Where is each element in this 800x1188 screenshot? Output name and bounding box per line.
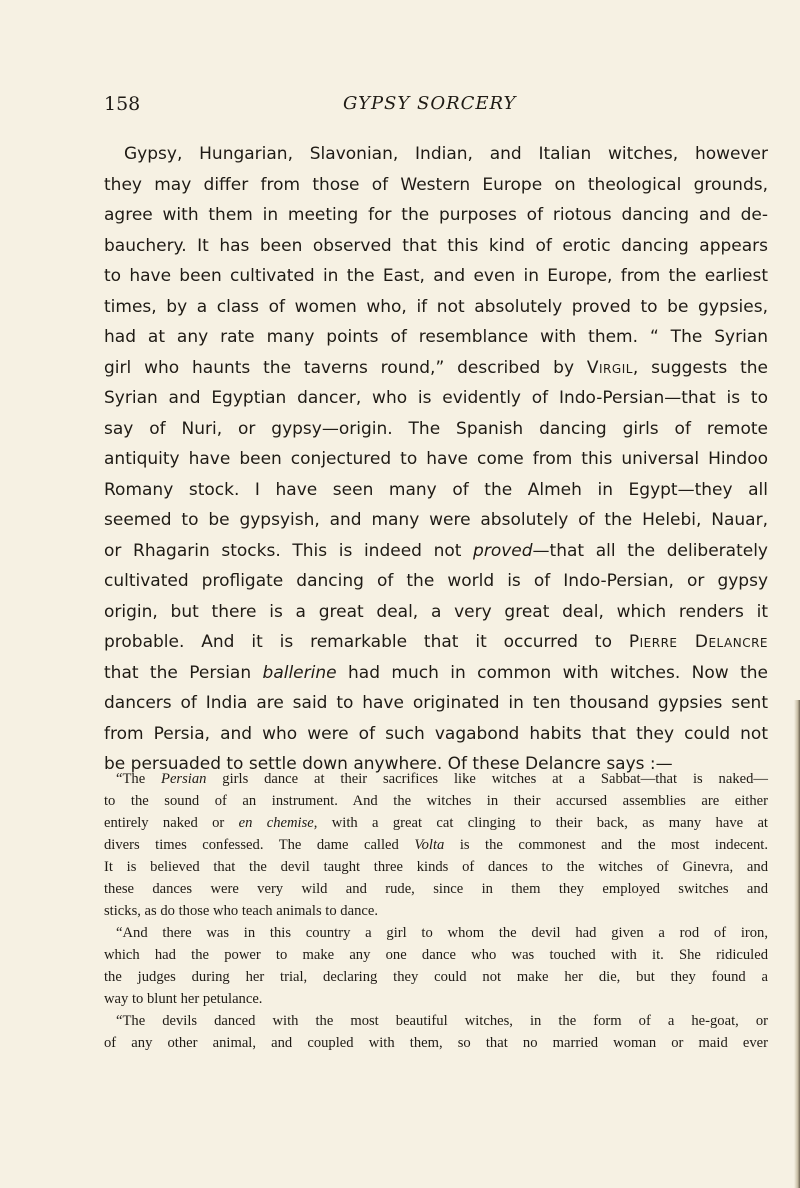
emphasis-persian: Persian bbox=[161, 771, 207, 787]
text-line: seemed to be gypsyish, and many were absolutely of the Helebi, Nauar, bbox=[104, 510, 768, 530]
text-line: Gypsy, Hungarian, Slavonian, Indian, and Italian witches, however bbox=[124, 144, 768, 164]
text-fragment: had much in common with witches. Now the bbox=[336, 662, 768, 683]
text-line: say of Nuri, or gypsy—origin. The Spanish dancing girls of remote bbox=[104, 418, 768, 439]
quote-line: to the sound of an instrument. And the witches in their accursed assemblies are either bbox=[104, 793, 768, 809]
text-fragment: probable. And it is remarkable that it occurred to bbox=[104, 632, 629, 652]
author-pierre-delancre: Pierre Delancre bbox=[628, 632, 769, 652]
text-line: dancers of India are said to have originated in ten thousand gypsies sent bbox=[104, 693, 768, 713]
text-fragment: girl who haunts the taverns round,” described by bbox=[104, 357, 587, 378]
text-line: they may differ from those of Western Europe on theological grounds, bbox=[104, 174, 768, 195]
text-line: bauchery. It has been observed that this kind of erotic dancing appears bbox=[104, 235, 768, 256]
text-fragment: “The bbox=[116, 771, 162, 787]
text-line: from Persia, and who were of such vagabond habits that they could not bbox=[104, 723, 768, 744]
quote-line: of any other animal, and coupled with them, so that no married woman or maid ever bbox=[104, 1035, 768, 1051]
text-line: to have been cultivated in the East, and even in Europe, from the earliest bbox=[104, 266, 768, 286]
text-line: be persuaded to settle down anywhere. Of these Delancre says :— bbox=[104, 754, 673, 774]
quote-line: which had the power to make any one dance who was touched with it. She ridiculed bbox=[104, 947, 768, 963]
quote-line: “And there was in this country a girl to whom the devil had given a rod of iron, bbox=[116, 925, 768, 941]
text-fragment: , with a great cat clinging to their back, as many have at bbox=[313, 815, 768, 831]
text-line bbox=[104, 536, 768, 567]
quote-line bbox=[104, 834, 768, 856]
text-line bbox=[104, 353, 768, 384]
text-line: agree with them in meeting for the purposes of riotous dancing and de- bbox=[104, 205, 768, 225]
quote-line: way to blunt her petulance. bbox=[104, 991, 263, 1007]
text-line: Syrian and Egyptian dancer, who is evidently of Indo-Persian—that is to bbox=[104, 388, 768, 408]
text-line bbox=[104, 658, 768, 689]
quote-line: the judges during her trial, declaring they could not make her die, but they found a bbox=[104, 969, 768, 985]
running-head: GYPSY SORCERY bbox=[343, 93, 517, 114]
block-quote bbox=[104, 768, 768, 1054]
emphasis-ballerine: ballerine bbox=[262, 662, 337, 683]
page-number: 158 bbox=[104, 93, 141, 115]
text-fragment: or Rhagarin stocks. This is indeed not bbox=[104, 540, 474, 561]
author-virgil: Virgil bbox=[586, 357, 633, 378]
emphasis-en-chemise: en chemise bbox=[238, 815, 314, 831]
quote-line: these dances were very wild and rude, since in them they employed switches and bbox=[104, 881, 768, 897]
text-line: Romany stock. I have seen many of the Almeh in Egypt—they all bbox=[104, 479, 768, 500]
text-line bbox=[104, 627, 768, 658]
text-fragment: entirely naked or bbox=[104, 815, 239, 831]
quote-line bbox=[104, 812, 768, 834]
text-fragment: is the commonest and the most indecent. bbox=[444, 837, 769, 853]
emphasis-proved: proved bbox=[473, 540, 533, 561]
text-line: times, by a class of women who, if not absolutely proved to be gypsies, bbox=[104, 296, 768, 317]
page-edge-shadow bbox=[794, 700, 800, 1188]
text-line: antiquity have been conjectured to have come from this universal Hindoo bbox=[104, 449, 768, 469]
body-text bbox=[104, 139, 768, 780]
text-fragment: , suggests the bbox=[632, 357, 768, 378]
text-line: cultivated profligate dancing of the world is of Indo-Persian, or gypsy bbox=[104, 571, 768, 591]
quote-line: It is believed that the devil taught three kinds of dances to the witches of Ginevra, and bbox=[104, 859, 768, 875]
quote-line: sticks, as do those who teach animals to dance. bbox=[104, 903, 378, 919]
text-line: origin, but there is a great deal, a very great deal, which renders it bbox=[104, 601, 768, 622]
quote-line bbox=[104, 768, 768, 790]
emphasis-volta: Volta bbox=[414, 837, 445, 853]
text-fragment: that the Persian bbox=[104, 662, 263, 683]
text-fragment: girls dance at their sacrifices like witches at a Sabbat—that is naked— bbox=[206, 771, 768, 787]
quote-line: “The devils danced with the most beautiful witches, in the form of a he-goat, or bbox=[116, 1013, 768, 1029]
text-fragment: —that all the deliberately bbox=[532, 540, 768, 561]
text-line: had at any rate many points of resemblance with them. “ The Syrian bbox=[104, 327, 768, 347]
page-header bbox=[0, 93, 800, 123]
text-fragment: divers times confessed. The dame called bbox=[104, 837, 415, 853]
